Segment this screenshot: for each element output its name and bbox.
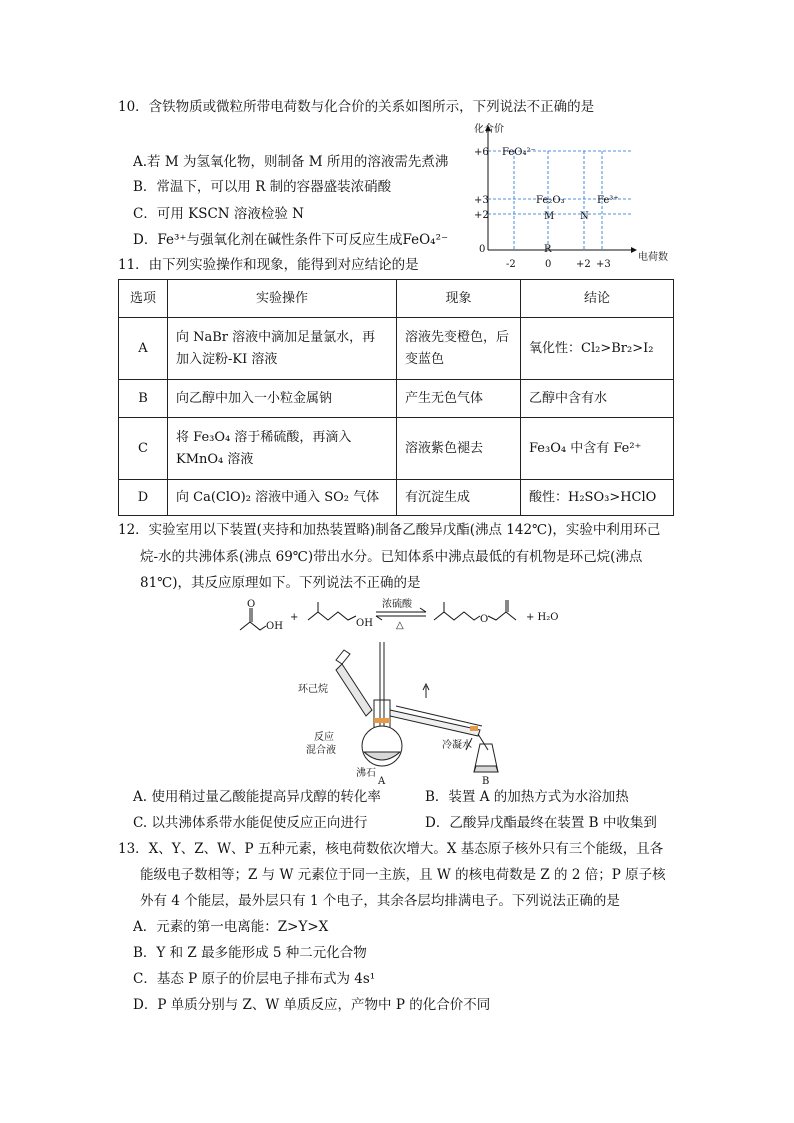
row-b-phenomenon: 产生无色气体	[397, 380, 521, 418]
point-fe2o3: Fe₂O₃	[536, 195, 565, 206]
q10-option-d: D．Fe³⁺与强氧化剂在碱性条件下可反应生成FeO₄²⁻	[133, 232, 449, 248]
q13-stem-line1: 13．X、Y、Z、W、P 五种元素，核电荷数依次增大。X 基态原子核外只有三个能级，且各	[118, 841, 664, 857]
row-d-conclusion: 酸性：H₂SO₃>HClO	[521, 480, 674, 516]
alcohol-oh: OH	[356, 618, 373, 629]
row-c-conclusion: Fe₃O₄ 中含有 Fe²⁺	[521, 418, 674, 480]
row-d-option: D	[119, 480, 168, 516]
heat-symbol: △	[396, 620, 404, 631]
q12-stem-line2: 烷-水的共沸体系(沸点 69℃)带出水分。已知体系中沸点最低的有机物是环己烷(沸点	[140, 549, 643, 565]
valence-charge-chart	[466, 118, 680, 272]
label-boiling-chips: 沸石	[356, 768, 376, 779]
header-phenomenon: 现象	[397, 280, 521, 318]
row-c-option: C	[119, 418, 168, 480]
y-tick-2: +2	[474, 210, 489, 221]
catalyst-label: 浓硫酸	[382, 599, 412, 610]
y-tick-6: +6	[474, 147, 489, 158]
q13-option-c: C．基态 P 原子的价层电子排布式为 4s¹	[133, 971, 376, 987]
table-row	[119, 318, 674, 380]
point-feo4: FeO₄²⁻	[502, 147, 536, 158]
row-c-operation: 将 Fe₃O₄ 溶于稀硫酸，再滴入 KMnO₄ 溶液	[168, 418, 397, 480]
q12-option-d: D．乙酸异戊酯最终在装置 B 中收集到	[425, 815, 657, 831]
q13-option-d: D．P 单质分别与 Z、W 单质反应，产物中 P 的化合价不同	[133, 997, 491, 1013]
q10-option-b: B．常温下，可以用 R 制的容器盛装浓硝酸	[133, 179, 392, 195]
point-n: N	[580, 211, 589, 222]
q13-option-a: A．元素的第一电离能：Z>Y>X	[133, 919, 329, 935]
q12-stem-line1: 12．实验室用以下装置(夹持和加热装置略)制备乙酸异戊酯(沸点 142℃)，实验中利用环己	[118, 522, 661, 538]
label-mixture: 混合液	[306, 745, 336, 756]
q11-table	[118, 279, 674, 516]
x-tick-neg2: -2	[506, 259, 516, 270]
q10-option-a: A.若 M 为氢氧化物，则制备 M 所用的溶液需先煮沸	[133, 154, 449, 170]
table-row	[119, 480, 674, 516]
q13-option-b: B．Y 和 Z 最多能形成 5 种二元化合物	[133, 945, 367, 961]
x-tick-3: +3	[596, 259, 611, 270]
row-a-operation: 向 NaBr 溶液中滴加足量氯水，再加入淀粉-KI 溶液	[168, 318, 397, 380]
table-row	[119, 418, 674, 480]
esterification-equation	[236, 596, 576, 638]
row-b-option: B	[119, 380, 168, 418]
row-c-phenomenon: 溶液紫色褪去	[397, 418, 521, 480]
row-a-conclusion: 氧化性：Cl₂>Br₂>I₂	[521, 318, 674, 380]
point-r: R	[544, 244, 552, 255]
label-cyclohexane: 环己烷	[298, 684, 328, 695]
q12-stem-line3: 81℃)，其反应原理如下。下列说法不正确的是	[140, 575, 421, 591]
q13-stem-line3: 外有 4 个能层，最外层只有 1 个电子，其余各层均排满电子。下列说法正确的是	[140, 893, 620, 909]
q12-option-b: B．装置 A 的加热方式为水浴加热	[425, 789, 629, 805]
row-a-option: A	[119, 318, 168, 380]
point-m: M	[544, 211, 555, 222]
label-a: A	[378, 776, 386, 784]
point-fe3plus: Fe³⁺	[597, 195, 619, 206]
x-tick-0: 0	[545, 259, 552, 270]
y-axis-label: 化合价	[474, 124, 504, 135]
row-b-operation: 向乙醇中加入一小粒金属钠	[168, 380, 397, 418]
acid-carbonyl-o: O	[247, 599, 256, 610]
table-row	[119, 380, 674, 418]
apparatus-diagram	[292, 640, 512, 784]
row-d-phenomenon: 有沉淀生成	[397, 480, 521, 516]
header-operation: 实验操作	[168, 280, 397, 318]
plus-sign: +	[290, 612, 299, 623]
header-conclusion: 结论	[521, 280, 674, 318]
q13-stem-line2: 能级电子数相等；Z 与 W 元素位于同一主族，且 W 的核电荷数是 Z 的 2 倍；P 原子核	[140, 867, 666, 883]
y-tick-0: 0	[479, 244, 486, 255]
x-axis-label: 电荷数	[638, 252, 668, 263]
table-header-row	[119, 280, 674, 318]
ester-o: O	[480, 614, 489, 625]
row-d-operation: 向 Ca(ClO)₂ 溶液中通入 SO₂ 气体	[168, 480, 397, 516]
y-tick-3: +3	[474, 195, 489, 206]
x-tick-2: +2	[576, 259, 591, 270]
q12-option-a: A. 使用稍过量乙酸能提高异戊醇的转化率	[133, 789, 381, 805]
row-b-conclusion: 乙醇中含有水	[521, 380, 674, 418]
water-product: + H₂O	[526, 612, 559, 623]
q12-option-c: C. 以共沸体系带水能促使反应正向进行	[133, 815, 368, 831]
label-cooling-water: 冷凝水	[442, 740, 472, 751]
acid-oh: OH	[266, 621, 283, 632]
header-option: 选项	[119, 280, 168, 318]
row-a-phenomenon: 溶液先变橙色，后变蓝色	[397, 318, 521, 380]
q10-stem: 10．含铁物质或微粒所带电荷数与化合价的关系如图所示，下列说法不正确的是	[118, 99, 595, 115]
label-reaction: 反应	[314, 732, 334, 743]
label-b: B	[482, 776, 490, 784]
q11-stem: 11．由下列实验操作和现象，能得到对应结论的是	[118, 257, 419, 273]
q10-option-c: C．可用 KSCN 溶液检验 N	[133, 206, 304, 222]
